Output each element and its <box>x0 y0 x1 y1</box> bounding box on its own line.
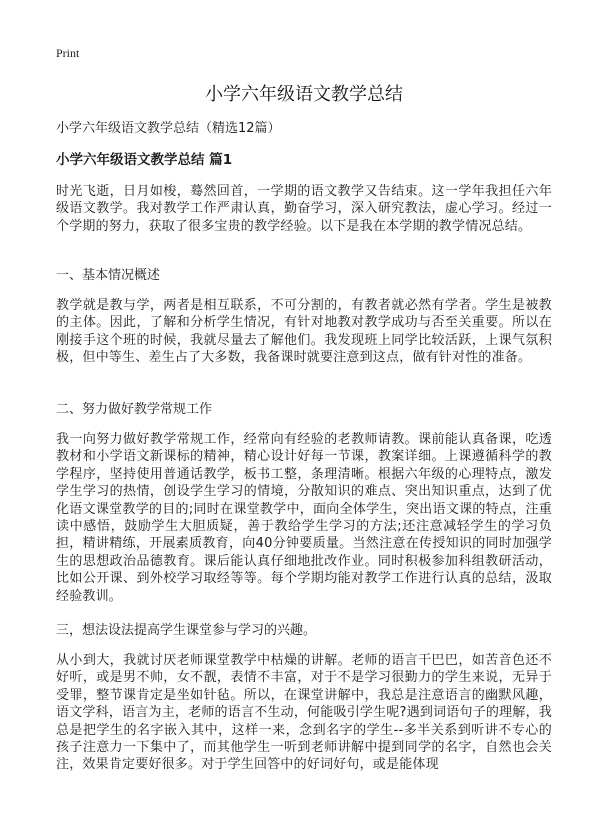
heading-basic-situation: 一、基本情况概述 <box>56 268 161 283</box>
document-subtitle: 小学六年级语文教学总结（精选12篇） <box>56 121 281 136</box>
intro-paragraph: 时光飞逝，日月如梭，蓦然回首，一学期的语文教学又告结束。这一学年我担任六年级语文教学。我对教学工作严肃认真，勤奋学习，深入研究教法，虚心学习。经过一个学期的努力，获取了很多宝贵的教学经验。以下是我在本学期的教学情况总结。 <box>56 184 552 234</box>
document-title: 小学六年级语文教学总结 <box>205 84 403 105</box>
paragraph-interest: 从小到大，我就讨厌老师课堂教学中枯燥的讲解。老师的语言干巴巴，如苦音色还不好听，或是男不帅，女不靓，表情不丰富，对于不是学习很勤力的学生来说，无异于受罪，整节课肯定是坐如针毡。所以，在课堂讲解中，我总是注意语言的幽默风趣，语文学科，语言为主，老师的语言不生动，何能吸引学生呢?遇到词语句子的理解，我总是把学生的名字嵌入其中，这样一来，念到名字的学生--多半关系到听讲不专心的孩子注意力一下集中了，而其他学生一听到老师讲解中提到同学的名字，自然也会关注，效果肯定要好很多。对于学生回答中的好词好句，或是能体现 <box>56 653 552 773</box>
section-title: 小学六年级语文教学总结 篇1 <box>56 152 233 168</box>
heading-routine-work: 二、努力做好教学常规工作 <box>56 402 213 417</box>
heading-interest: 三，想法设法提高学生课堂参与学习的兴趣。 <box>56 623 317 638</box>
print-label[interactable]: Print <box>56 46 80 60</box>
paragraph-routine-work: 我一向努力做好教学常规工作，经常向有经验的老教师请教。课前能认真备课，吃透教材和小学语文新课标的精神，精心设计好每一节课，教案详细。上课遵循科学的教学程序，坚持使用普通话教学，板书工整，条理清晰。根据六年级的心理特点，激发学生学习的热情，创设学生学习的情境，分散知识的难点、突出知识重点，达到了优化语文课堂教学的目的;同时在课堂教学中，面向全体学生，突出语文课的特点，注重读中感悟，鼓励学生大胆质疑，善于教给学生学习的方法;还注意减轻学生的学习负担，精讲精练，开展素质教育，向40分钟要质量。当然注意在传授知识的同时加强学生的思想政治品德教育。课后能认真仔细地批改作业。同时积极参加科组教研活动，比如公开课、到外校学习取经等等。每个学期均能对教学工作进行认真的总结，汲取经验教训。 <box>56 432 552 604</box>
paragraph-basic-situation: 教学就是教与学，两者是相互联系，不可分割的，有教者就必然有学者。学生是被教的主体。因此，了解和分析学生情况，有针对地教对教学成功与否至关重要。所以在刚接手这个班的时候，我就尽量去了解他们。我发现班上同学比较活跃，上课气氛积极，但中等生、差生占了大多数，我备课时就要注意到这点，做有针对性的准备。 <box>56 298 552 366</box>
